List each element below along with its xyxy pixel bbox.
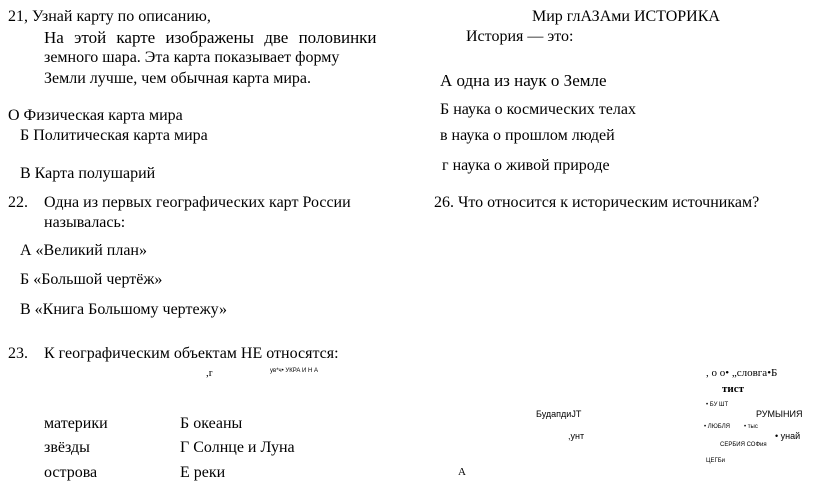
- history-option-a: А одна из наук о Земле: [440, 71, 607, 90]
- map-small-1: • БУ ШТ: [706, 402, 729, 408]
- q22-option-b: Б «Большой чертёж»: [20, 271, 163, 288]
- q23-option-left-1: материки: [44, 415, 108, 432]
- history-option-d: г наука о живой природе: [442, 157, 610, 174]
- q22-option-c: В «Книга Большому чертежу»: [20, 301, 228, 318]
- map-scribble-2: ув*ч• УКРА И Н А: [270, 368, 318, 374]
- q23-option-left-2: звёзды: [44, 439, 90, 456]
- q21-option-c: В Карта полушарий: [20, 165, 156, 182]
- map-country-1: РУМЫНИЯ: [756, 409, 803, 419]
- history-title: Мир глАЗАми ИСТОРИКА: [532, 8, 720, 25]
- q23-number: 23.: [8, 345, 28, 362]
- q23-option-right-2: Г Солнце и Луна: [180, 439, 295, 456]
- q22-number: 22.: [8, 194, 28, 211]
- q23-option-right-3: Е реки: [180, 464, 226, 481]
- q22-line2: называлась:: [44, 214, 126, 231]
- q21-option-b: Б Политическая карта мира: [20, 127, 208, 144]
- map-small-3: • тыс: [744, 424, 758, 430]
- map-small-2: • ЛЮБЛЯ: [704, 424, 730, 430]
- history-option-b: Б наука о космических телах: [440, 101, 636, 118]
- map-top-text: , о о• „словга•Б: [706, 367, 778, 379]
- q23-option-left-3: острова: [44, 464, 98, 481]
- history-question: История — это:: [466, 28, 574, 45]
- map-small-4: ЦЕГБи: [706, 458, 725, 464]
- map-city-2: ,унт: [568, 431, 585, 441]
- q21-body-line3: Земли лучше, чем обычная карта мира.: [44, 70, 311, 87]
- map-top-text-2: тист: [722, 383, 745, 395]
- q21-header: 21, Узнай карту по описанию,: [8, 8, 211, 25]
- q22-line1: Одна из первых географических карт России: [44, 194, 351, 211]
- map-scribble-1: ,r: [206, 367, 213, 379]
- map-city-1: БудапдиJТ: [536, 409, 582, 419]
- q23-text: К географическим объектам НЕ относятся:: [44, 345, 339, 362]
- q26-text: 26. Что относится к историческим источникам?: [434, 194, 760, 211]
- q21-option-a: О Физическая карта мира: [8, 107, 183, 124]
- q23-option-right-1: Б океаны: [180, 415, 243, 432]
- map-city-3: • унай: [775, 431, 801, 441]
- history-option-c: в наука о прошлом людей: [440, 127, 615, 144]
- q22-option-a: А «Великий план»: [20, 242, 147, 259]
- q21-body-line2: земного шара. Эта карта показывает форму: [44, 49, 340, 66]
- q21-body-line1: На этой карте изображены две половинки: [44, 28, 377, 47]
- map-letter-a: А: [458, 466, 466, 478]
- map-country-2: СЕРБИЯ СОФия: [720, 442, 767, 448]
